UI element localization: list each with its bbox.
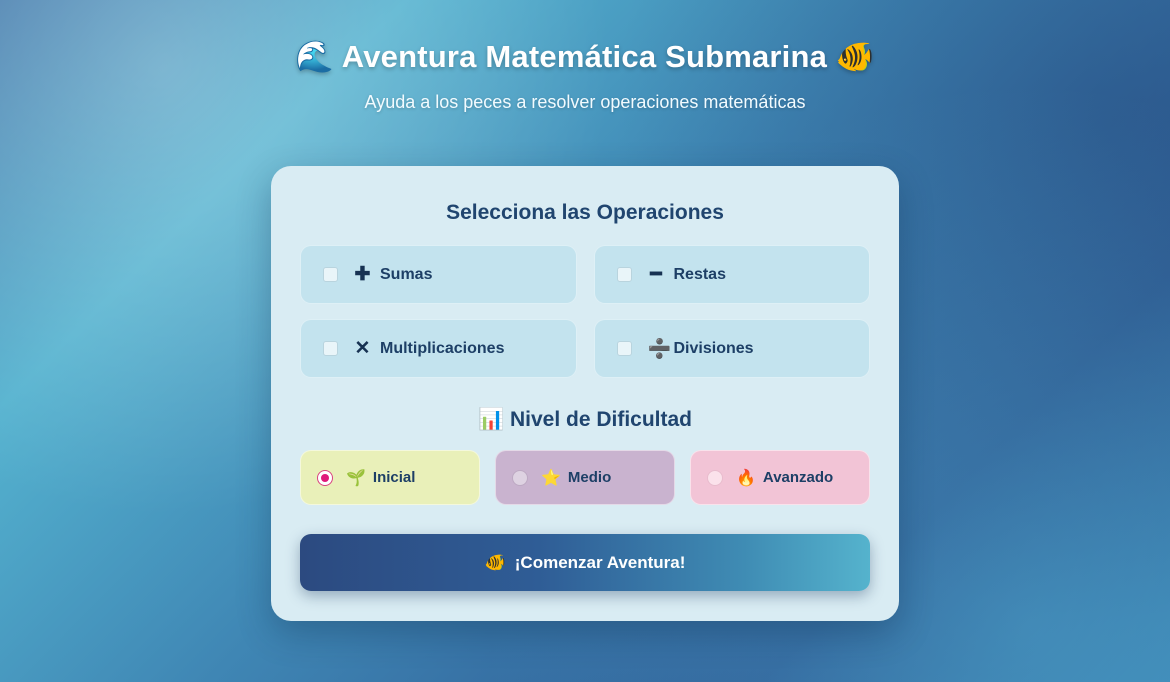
operations-grid	[300, 245, 870, 378]
plus-icon: ✚	[354, 264, 371, 285]
difficulty-option-inicial[interactable]	[300, 450, 480, 505]
operation-option-divisiones[interactable]	[594, 319, 871, 378]
difficulty-label-medio: Medio	[567, 469, 612, 486]
settings-card	[271, 166, 899, 621]
radio-inicial[interactable]	[317, 470, 333, 486]
difficulty-option-avanzado[interactable]	[690, 450, 870, 505]
page-subtitle: Ayuda a los peces a resolver operaciones matemáticas	[364, 92, 806, 112]
operation-option-multiplicaciones[interactable]	[300, 319, 577, 378]
difficulty-label-inicial: Inicial	[372, 469, 416, 486]
checkbox-restas[interactable]	[617, 267, 632, 282]
radio-avanzado[interactable]	[707, 470, 723, 486]
radio-medio[interactable]	[512, 470, 528, 486]
divide-icon: ➗	[647, 338, 672, 360]
operation-label-sumas: Sumas	[380, 265, 433, 283]
star-icon: ⭐	[541, 469, 561, 487]
seedling-icon: 🌱	[346, 469, 366, 487]
operation-label-multiplicaciones: Multiplicaciones	[380, 339, 505, 357]
start-adventure-button[interactable]	[300, 534, 870, 591]
checkbox-multiplicaciones[interactable]	[323, 341, 338, 356]
multiply-icon: ✕	[354, 338, 371, 359]
difficulty-option-medio[interactable]	[495, 450, 675, 505]
checkbox-divisiones[interactable]	[617, 341, 632, 356]
fish-icon: 🐠	[484, 552, 506, 572]
start-adventure-label: ¡Comenzar Aventura!	[514, 552, 686, 572]
fire-icon: 🔥	[736, 469, 756, 487]
checkbox-sumas[interactable]	[323, 267, 338, 282]
difficulty-options	[300, 450, 870, 505]
operations-section-title: Selecciona las Operaciones	[446, 201, 724, 224]
operation-label-restas: Restas	[673, 265, 726, 283]
difficulty-section-title: 📊 Nivel de Dificultad	[477, 408, 693, 431]
minus-icon: ━	[650, 264, 662, 285]
operation-option-sumas[interactable]	[300, 245, 577, 304]
operation-option-restas[interactable]	[594, 245, 871, 304]
page-title: 🌊 Aventura Matemática Submarina 🐠	[295, 39, 875, 74]
difficulty-label-avanzado: Avanzado	[762, 469, 834, 486]
operation-label-divisiones: Divisiones	[673, 339, 754, 357]
